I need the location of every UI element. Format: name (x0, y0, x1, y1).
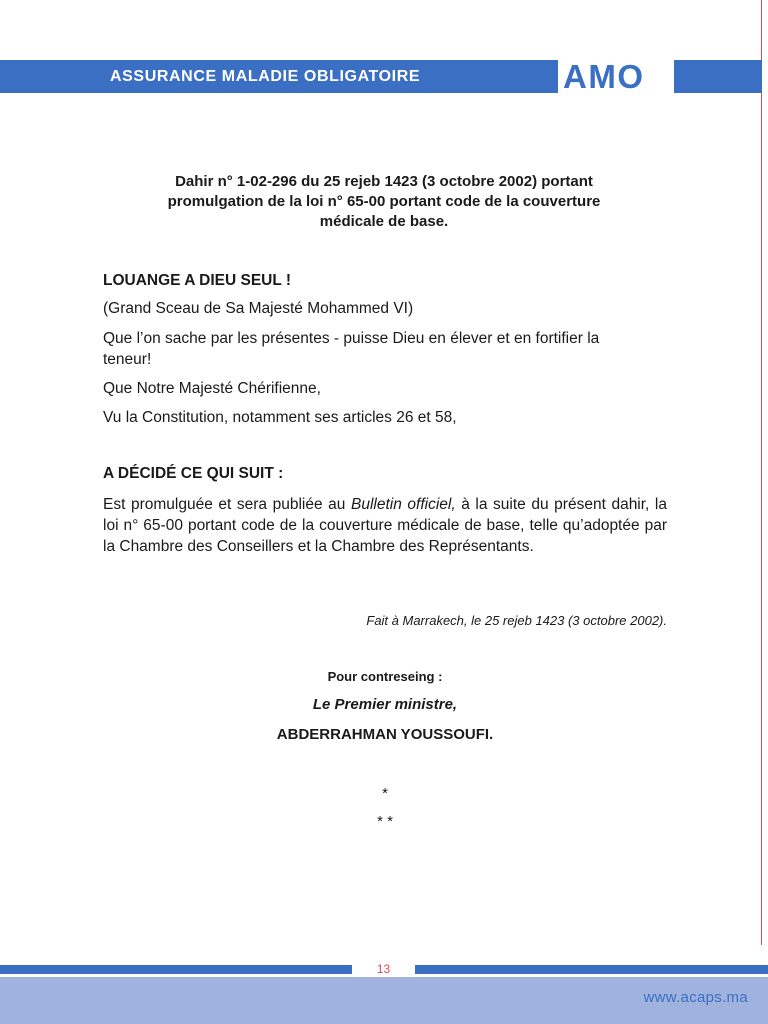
decision-text-start: Est promulguée et sera publiée au (103, 496, 351, 513)
amo-logo: AMO (563, 58, 645, 95)
premier-ministre-label: Le Premier ministre, (312, 696, 458, 713)
title-line-3: médicale de base. (319, 213, 449, 230)
header-title: ASSURANCE MALADIE OBLIGATOIRE (110, 68, 421, 85)
website-link[interactable]: www.acaps.ma (643, 989, 748, 1006)
contreseing-label: Pour contreseing : (327, 669, 443, 684)
signatory-name: ABDERRAHMAN YOUSSOUFI. (276, 726, 494, 743)
separator-star-2: * * (377, 813, 393, 830)
separator-star-1: * (382, 785, 388, 802)
preamble-line-2: teneur! (103, 351, 152, 368)
document-title (110, 172, 658, 232)
constitution-line: Vu la Constitution, notamment ses articles 26 et 58, (103, 409, 457, 426)
decision-text-end: à la suite du présent dahir, la loi n° 65-00 portant code de la couverture médicale de base, telle qu’adoptée par la Chambre des Conseillers et la Chambre des Représentants. (103, 496, 667, 555)
seal-line: (Grand Sceau de Sa Majesté Mohammed VI) (103, 300, 414, 317)
header-bar-right (674, 60, 762, 93)
preamble-line-1: Que l’on sache par les présentes - puisse Dieu en élever et en fortifier la (103, 330, 600, 347)
title-line-1: Dahir n° 1-02-296 du 25 rejeb 1423 (3 octobre 2002) portant (175, 173, 593, 190)
place-date-line: Fait à Marrakech, le 25 rejeb 1423 (3 octobre 2002). (366, 613, 667, 628)
footer-bar-right (415, 965, 768, 974)
majesty-line: Que Notre Majesté Chérifienne, (103, 380, 321, 397)
section-heading-decide: A DÉCIDÉ CE QUI SUIT : (103, 465, 284, 482)
page-number: 13 (376, 962, 391, 976)
footer-bar-left (0, 965, 352, 974)
title-line-2: promulgation de la loi n° 65-00 portant code de la couverture (167, 193, 601, 210)
decision-paragraph (103, 494, 667, 557)
right-margin-rule (761, 0, 762, 945)
preamble-paragraph (103, 328, 667, 370)
bulletin-officiel-italic: Bulletin officiel, (351, 496, 456, 513)
section-heading-louange: LOUANGE A DIEU SEUL ! (103, 272, 292, 289)
